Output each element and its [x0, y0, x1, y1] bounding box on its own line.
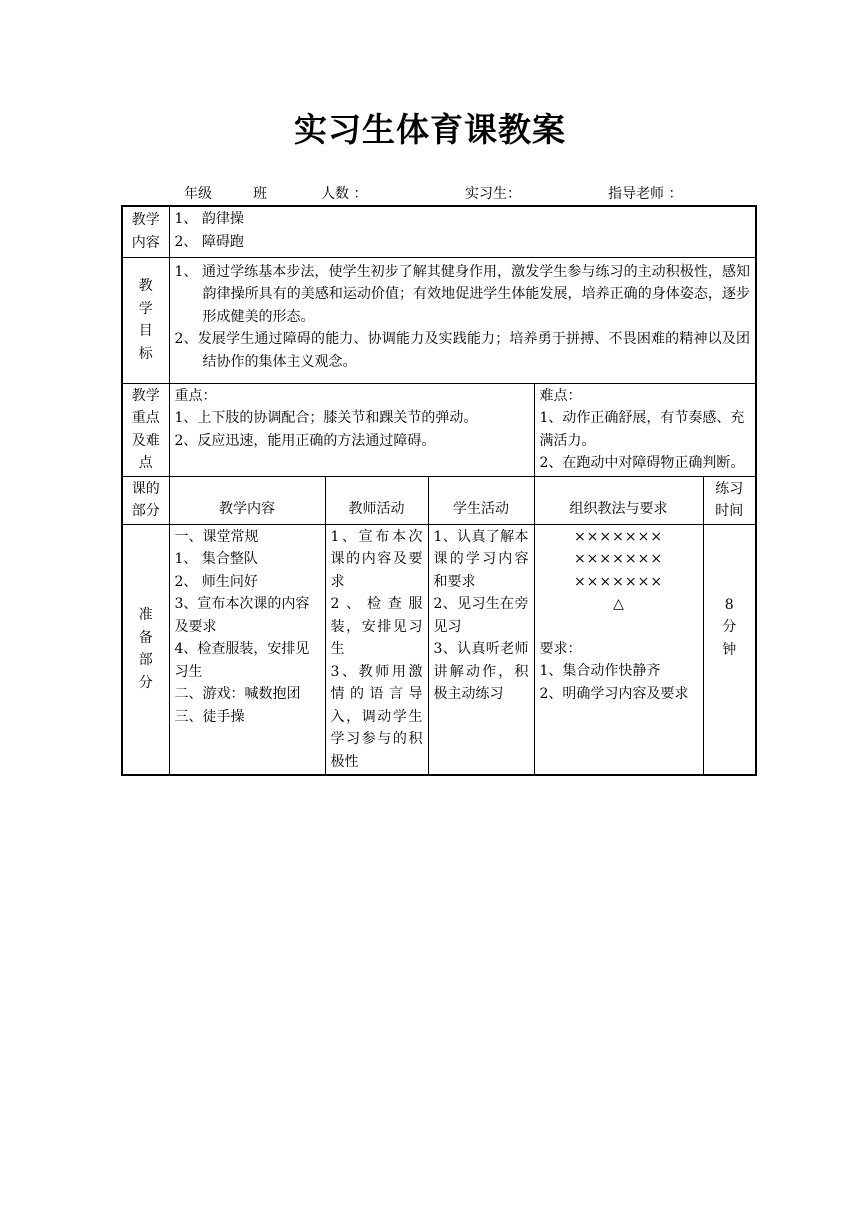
lesson-plan-table [121, 205, 757, 776]
header-teacher: 教师活动 [348, 501, 405, 517]
formation-row: ××××××× [573, 551, 664, 567]
formation-row: ××××××× [573, 528, 664, 545]
prep-row [122, 524, 756, 775]
keypoints-row [122, 383, 756, 476]
header-row [122, 476, 756, 524]
prep-time-unit: 分 [722, 619, 737, 635]
objectives-label: 教学目标 [138, 278, 153, 362]
prep-student-item: 2、见习生在旁见习 [433, 596, 529, 635]
prep-teacher-item: 1、宣布本次课的内容及要求 [330, 528, 423, 590]
objective-item: 1、 通过学练基本步法，使学生初步了解其健身作用，激发学生参与练习的主动积极性，感知韵律操所具有的美感和运动价值；有效地促进学生体能发展，培养正确的身体姿态，逐步形成健美的形态。 [174, 263, 750, 325]
diff-item: 2、在跑动中对障碍物正确判断。 [539, 455, 745, 471]
prep-content-item: 4、检查服装，安排见习生 [174, 641, 310, 680]
intern-label: 实习生： [465, 186, 521, 202]
diff-item: 1、动作正确舒展，有节奏感、充满活力。 [539, 410, 745, 449]
objectives-row [122, 257, 756, 383]
class-label: 班 [253, 186, 267, 202]
key-item: 2、反应迅速，能用正确的方法通过障碍。 [174, 432, 436, 449]
teacher-position-marker: △ [613, 596, 624, 612]
prep-content-item: 3、宣布本次课的内容及要求 [174, 596, 310, 635]
count-label: 人数 ： [321, 186, 368, 202]
prep-time-value: 8 [724, 596, 734, 613]
objective-item: 2、发展学生通过障碍的能力、协调能力及实践能力；培养勇于拼搏、不畏困难的精神以及团结协作的集体主义观念。 [174, 331, 750, 370]
prep-content-item: 三、徒手操 [174, 708, 245, 725]
requirement-item: 2、明确学习内容及要求 [539, 685, 689, 702]
grade-label: 年级 [184, 186, 212, 202]
requirement-item: 1、集合动作快静齐 [539, 663, 661, 679]
prep-teacher-item: 3、教师用激情的语言导入，调动学生学习参与的积极性 [330, 663, 423, 770]
page-title: 实习生体育课教案 [294, 110, 566, 149]
diff-title: 难点： [539, 387, 582, 404]
prep-part-label: 准备部分 [138, 607, 153, 691]
prep-content-item: 二、游戏：喊数抱团 [174, 686, 301, 702]
prep-content-item: 2、 师生问好 [174, 573, 258, 590]
content-label: 教学内容 [131, 212, 160, 251]
key-title: 重点： [174, 387, 217, 404]
header-organization: 组织教法与要求 [569, 501, 668, 517]
content-item: 1、 韵律操 [174, 211, 244, 227]
prep-content-item: 一、课堂常规 [174, 528, 259, 545]
formation-row: ××××××× [573, 573, 664, 590]
keypoints-label: 教学重点及难点 [131, 387, 160, 471]
requirements-title: 要求： [539, 640, 582, 657]
prep-student-item: 3、认真听老师讲解动作，积极主动练习 [433, 641, 529, 702]
header-student: 学生活动 [453, 501, 509, 517]
content-row [122, 206, 756, 257]
prep-student-item: 1、认真了解本课的学习内容和要求 [433, 528, 529, 590]
header-part: 课的部分 [131, 480, 160, 519]
mentor-label: 指导老师 ： [608, 186, 683, 202]
header-time: 练习时间 [715, 480, 744, 519]
prep-teacher-item: 2、检查服装，安排见习生 [330, 596, 423, 657]
prep-time-unit: 钟 [722, 641, 737, 658]
key-item: 1、上下肢的协调配合；膝关节和踝关节的弹动。 [174, 410, 478, 426]
content-item: 2、 障碍跑 [174, 233, 244, 250]
prep-content-item: 1、 集合整队 [174, 551, 258, 567]
header-content: 教学内容 [219, 501, 275, 517]
